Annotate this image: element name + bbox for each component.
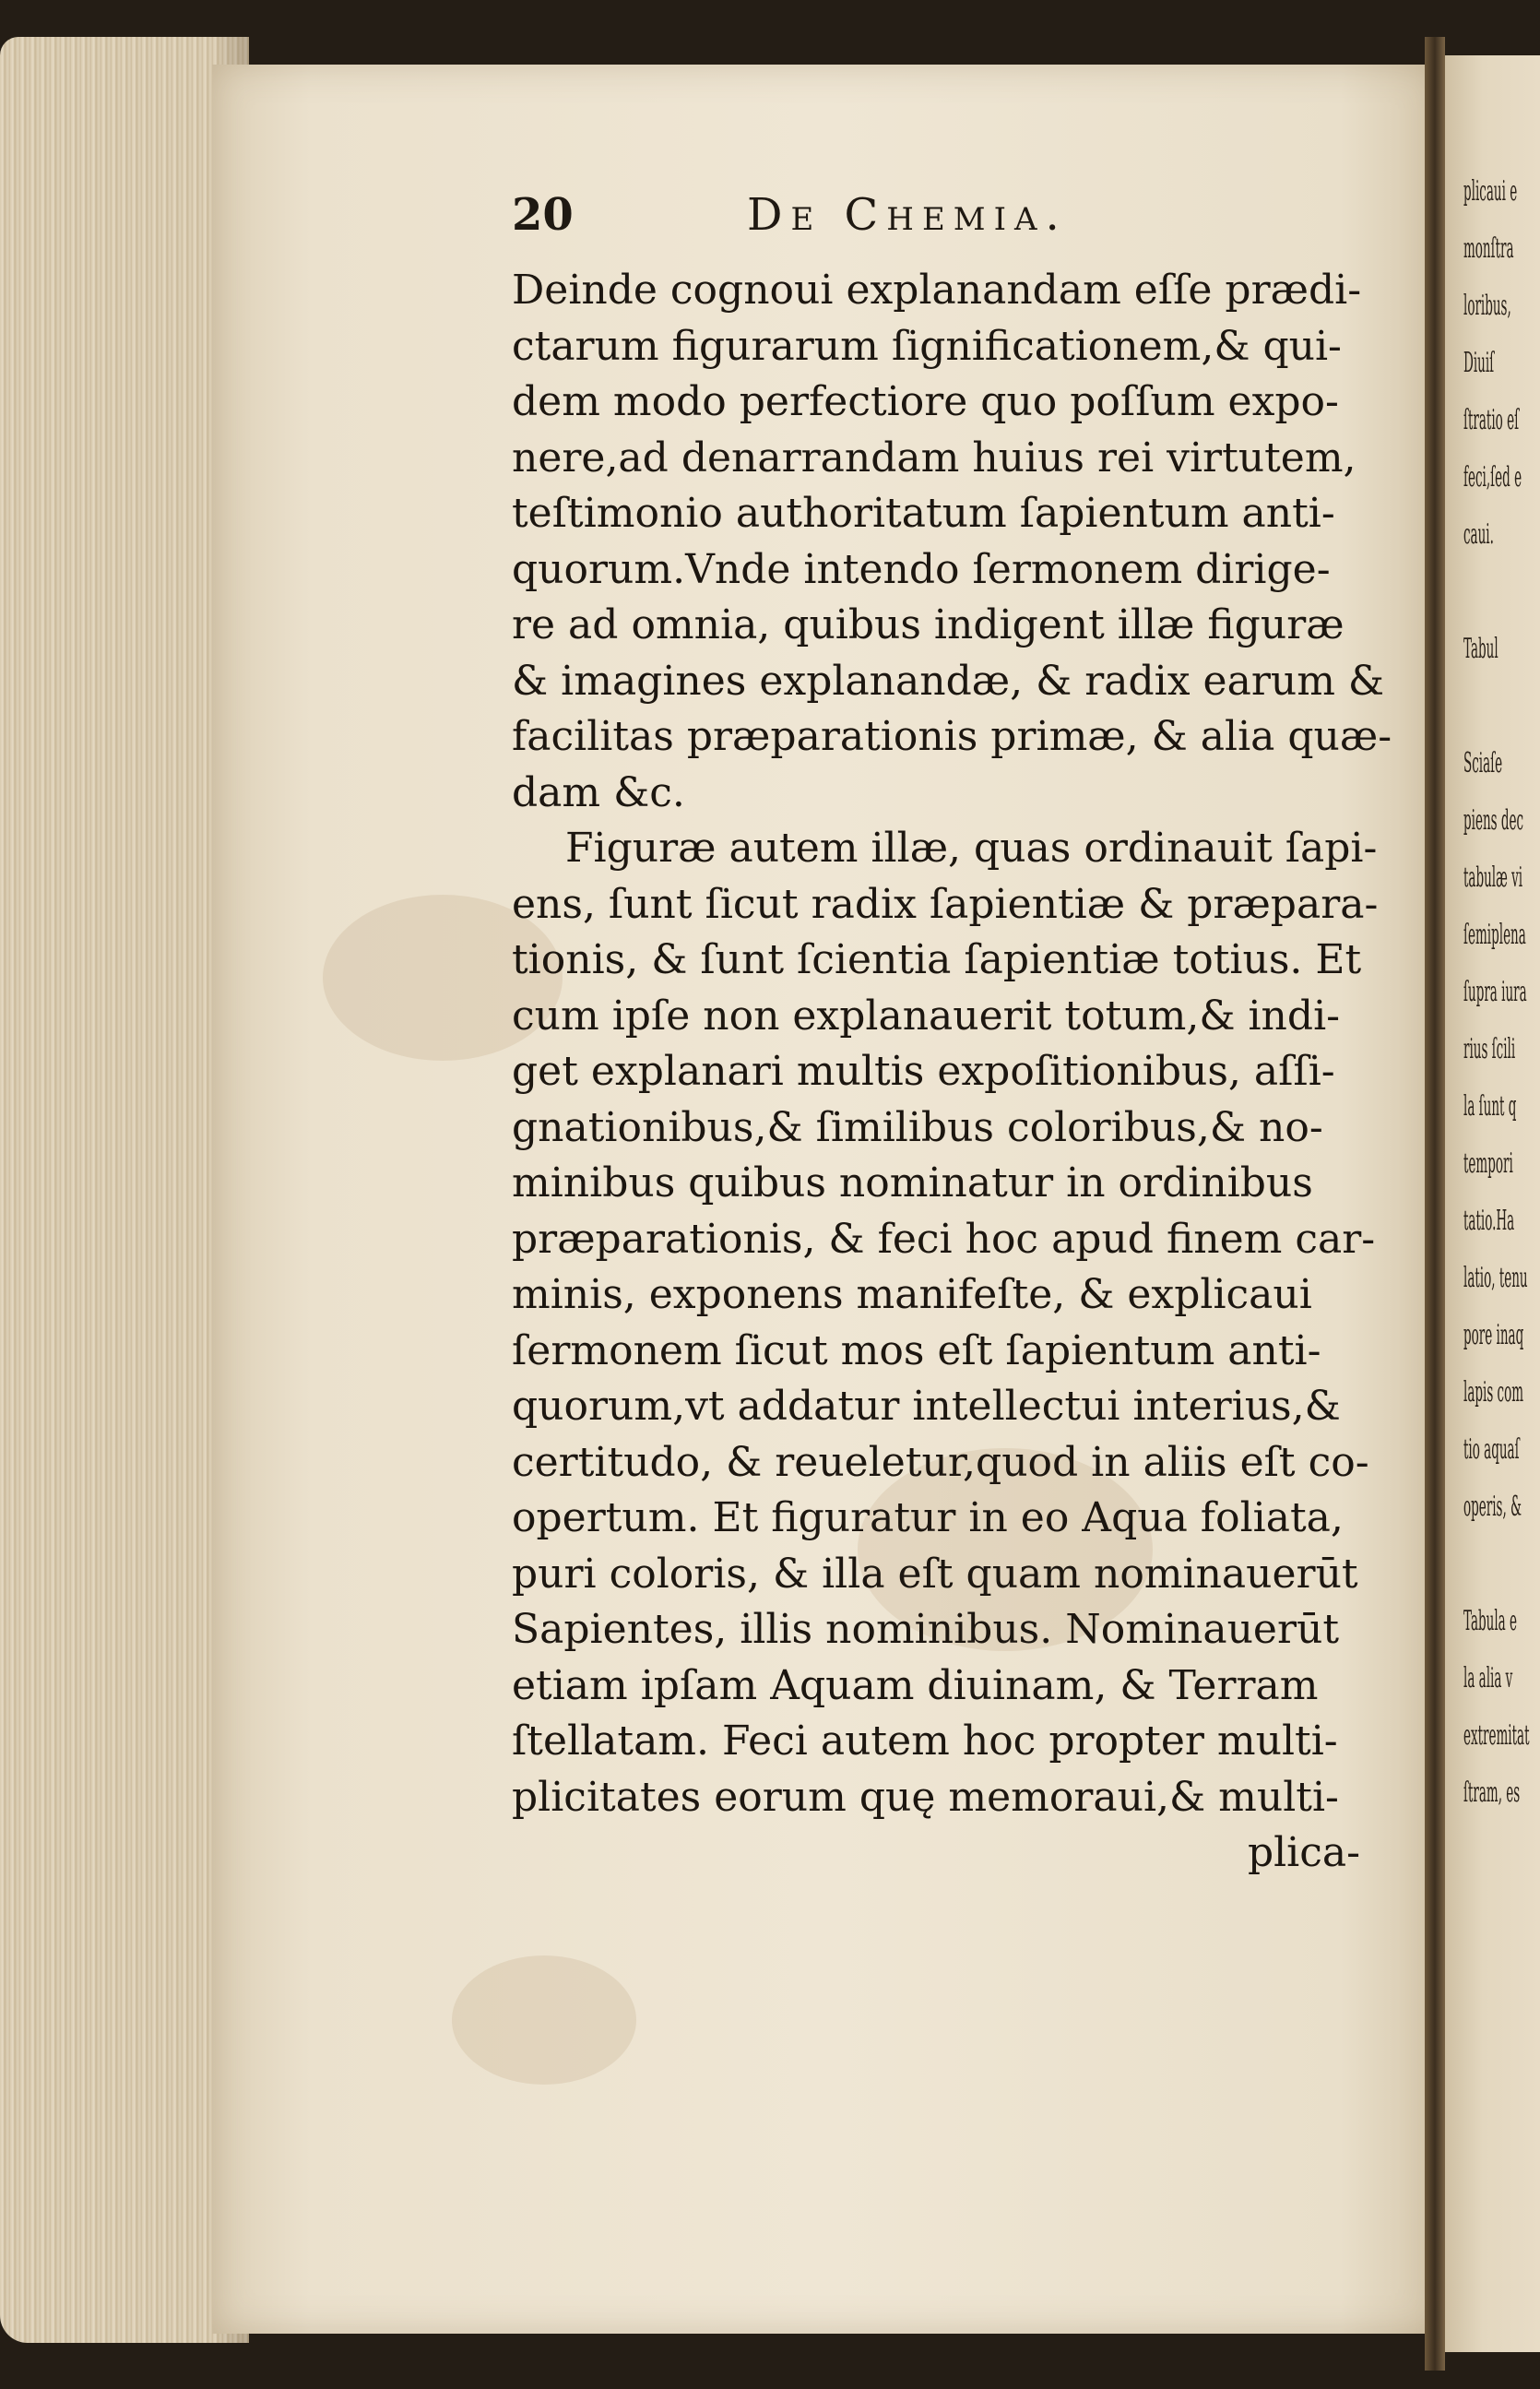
text-line-content: puri coloris, & illa eſt quam nominauerūt bbox=[512, 1550, 1358, 1598]
facing-page-line: operis, & bbox=[1463, 1491, 1522, 1523]
text-line-content: teſtimonio authoritatum ſapientum anti- bbox=[512, 490, 1335, 537]
facing-page-line: Tabul bbox=[1463, 633, 1499, 665]
facing-page-line: ſemiplena bbox=[1463, 919, 1526, 951]
text-line-content: tionis, & ſunt ſcientia ſapientiæ totius. Et bbox=[512, 936, 1362, 983]
text-line-content: get explanari multis expoſitionibus, aſſi- bbox=[512, 1048, 1335, 1095]
text-line-content: minis, exponens manifeſte, & explicaui bbox=[512, 1271, 1312, 1318]
facing-page-line: la ſunt q bbox=[1463, 1090, 1517, 1123]
text-line-content: præparationis, & feci hoc apud finem car- bbox=[512, 1215, 1376, 1263]
text-line-content: ens, ſunt ſicut radix ſapientiæ & præpara- bbox=[512, 880, 1379, 928]
text-line bbox=[512, 598, 1411, 654]
text-line bbox=[512, 1770, 1411, 1826]
text-line-content: etiam ipſam Aquam diuinam, & Terram bbox=[512, 1661, 1319, 1709]
text-line-content: dam &c. bbox=[512, 768, 685, 816]
facing-page-line: ſtram, es bbox=[1463, 1777, 1521, 1809]
paper-stain bbox=[452, 1955, 636, 2085]
facing-page-line: extremitat bbox=[1463, 1719, 1530, 1752]
text-line-content: & imagines explanandæ, & radix earum & bbox=[512, 657, 1385, 705]
text-line bbox=[512, 1044, 1411, 1100]
text-line-content: ctarum figurarum ſignificationem,& qui- bbox=[512, 322, 1342, 370]
text-line-content: certitudo, & reueletur,quod in aliis eſt co- bbox=[512, 1438, 1369, 1486]
facing-page-line: pore inaq bbox=[1463, 1319, 1524, 1351]
text-line-content: gnationibus,& ſimilibus coloribus,& no- bbox=[512, 1103, 1323, 1151]
text-line bbox=[512, 1491, 1411, 1547]
text-line bbox=[512, 1212, 1411, 1268]
facing-page-line: ſtratio eſ bbox=[1463, 404, 1520, 436]
text-line-content: ſermonem ſicut mos eſt ſapientum anti- bbox=[512, 1326, 1321, 1374]
facing-page-line: tio aquaſ bbox=[1463, 1433, 1520, 1466]
facing-page-recto bbox=[1445, 55, 1540, 2352]
text-line bbox=[512, 1547, 1411, 1603]
text-line-content: re ad omnia, quibus indigent illæ figuræ bbox=[512, 601, 1345, 648]
facing-page-line: tatio.Ha bbox=[1463, 1205, 1515, 1237]
text-line-content: ſtellatam. Feci autem hoc propter multi- bbox=[512, 1717, 1338, 1765]
text-line-content: Deinde cognoui explanandam eſſe prædi- bbox=[512, 267, 1362, 314]
text-line-content: minibus quibus nominatur in ordinibus bbox=[512, 1159, 1313, 1206]
text-line bbox=[512, 877, 1411, 933]
text-line-content: Figuræ autem illæ, quas ordinauit ſapi- bbox=[565, 825, 1378, 872]
text-line bbox=[512, 319, 1411, 375]
text-line bbox=[512, 989, 1411, 1045]
facing-page-line: feci,ſed e bbox=[1463, 461, 1522, 493]
facing-page-line: la alia v bbox=[1463, 1662, 1513, 1694]
body-text bbox=[512, 263, 1411, 1882]
text-line bbox=[512, 1658, 1411, 1715]
text-line-content: facilitas præparationis primæ, & alia quæ- bbox=[512, 713, 1392, 760]
text-line bbox=[512, 542, 1411, 599]
facing-page-line: tempori bbox=[1463, 1147, 1513, 1180]
text-line bbox=[512, 1267, 1411, 1324]
facing-page-line: plicaui e bbox=[1463, 175, 1518, 208]
text-line bbox=[512, 1379, 1411, 1435]
text-line bbox=[512, 821, 1411, 877]
text-line-content: quorum,vt addatur intellectui interius,& bbox=[512, 1383, 1341, 1430]
text-line bbox=[512, 933, 1411, 989]
facing-page-line: Sciaſe bbox=[1463, 747, 1503, 779]
text-line bbox=[512, 1825, 1411, 1882]
text-line bbox=[512, 1602, 1411, 1658]
facing-page-line: tabulæ vi bbox=[1463, 862, 1523, 894]
facing-page-line: lapis com bbox=[1463, 1376, 1524, 1408]
text-line bbox=[512, 1435, 1411, 1492]
text-line-content: Sapientes, illis nominibus. Nominauerūt bbox=[512, 1606, 1339, 1653]
facing-page-line: ſupra iura bbox=[1463, 976, 1527, 1008]
text-line bbox=[512, 486, 1411, 542]
text-line bbox=[512, 431, 1411, 487]
text-line bbox=[512, 374, 1411, 431]
text-line bbox=[512, 1156, 1411, 1212]
text-line bbox=[512, 1324, 1411, 1380]
text-line-content: cum ipſe non explanauerit totum,& indi- bbox=[512, 992, 1341, 1040]
text-line bbox=[512, 1100, 1411, 1157]
text-line-content: opertum. Et figuratur in eo Aqua foliata, bbox=[512, 1494, 1344, 1541]
facing-page-line: monſtra bbox=[1463, 232, 1514, 265]
text-line bbox=[512, 263, 1411, 319]
page-number: 20 bbox=[512, 189, 574, 241]
text-line-content: plica- bbox=[1247, 1829, 1360, 1876]
text-line-content: nere,ad denarrandam huius rei virtutem, bbox=[512, 434, 1356, 481]
facing-page-line: rius ſcili bbox=[1463, 1033, 1516, 1065]
page-header bbox=[512, 189, 1176, 244]
text-line bbox=[512, 709, 1411, 766]
running-head: De Chemia. bbox=[747, 189, 1068, 241]
facing-page-line: caui. bbox=[1463, 518, 1494, 551]
facing-page-line: loribus, bbox=[1463, 290, 1511, 322]
text-line-content: quorum.Vnde intendo ſermonem dirige- bbox=[512, 545, 1331, 593]
text-line bbox=[512, 1714, 1411, 1770]
facing-page-line: latio, tenu bbox=[1463, 1262, 1528, 1294]
text-line-content: dem modo perfectiore quo poſſum expo- bbox=[512, 378, 1339, 425]
facing-page-line: Diuiſ bbox=[1463, 347, 1495, 379]
book-gutter bbox=[1425, 37, 1445, 2371]
text-line-content: plicitates eorum quę memoraui,& multi- bbox=[512, 1773, 1339, 1821]
facing-page-line: piens dec bbox=[1463, 804, 1524, 837]
text-line bbox=[512, 766, 1411, 822]
text-line bbox=[512, 654, 1411, 710]
facing-page-line: Tabula e bbox=[1463, 1605, 1517, 1637]
